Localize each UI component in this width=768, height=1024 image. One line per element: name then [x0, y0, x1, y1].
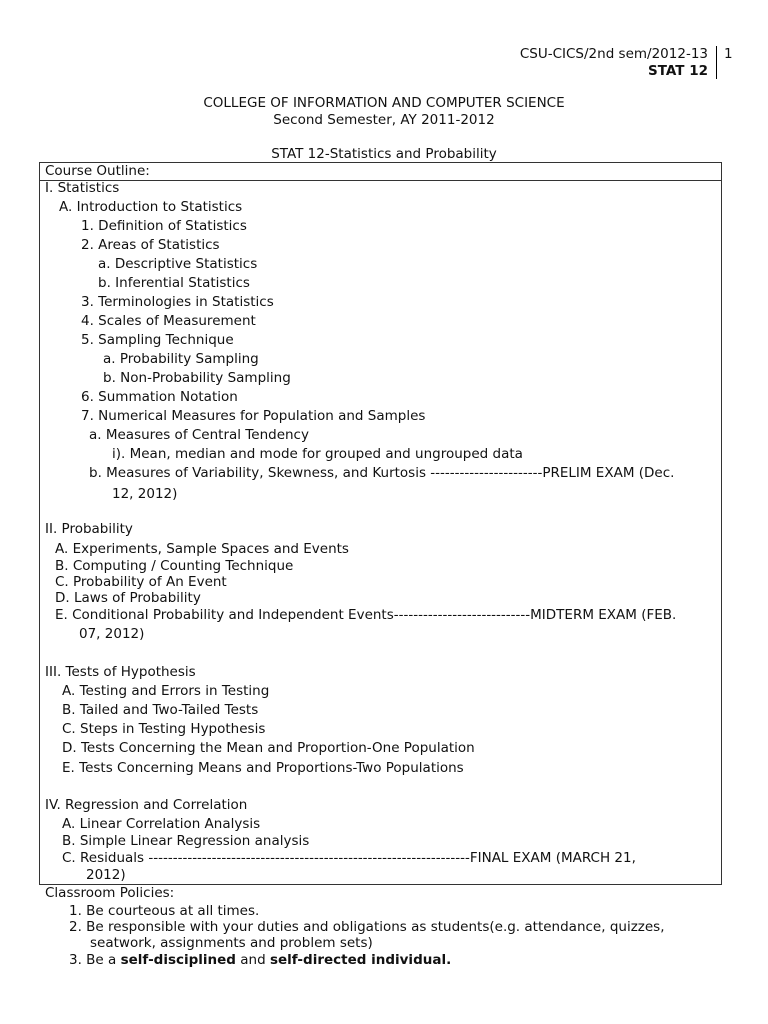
outline-item: 2. Areas of Statistics	[81, 237, 220, 253]
outline-item: 12, 2012)	[112, 486, 178, 502]
outline-item: D. Tests Concerning the Mean and Proportion-One Population	[62, 740, 475, 756]
policy-emphasis: self-disciplined	[120, 952, 236, 968]
box-divider	[40, 180, 721, 181]
outline-item: 5. Sampling Technique	[81, 332, 234, 348]
semester-title: Second Semester, AY 2011-2012	[273, 112, 495, 128]
outline-item: C. Probability of An Event	[55, 574, 227, 590]
outline-item: A. Testing and Errors in Testing	[62, 683, 270, 699]
course-outline-label: Course Outline:	[45, 163, 150, 179]
outline-item: E. Tests Concerning Means and Proportions-Two Populations	[62, 760, 464, 776]
outline-item: B. Simple Linear Regression analysis	[62, 833, 310, 849]
outline-item: A. Linear Correlation Analysis	[62, 816, 261, 832]
college-title: COLLEGE OF INFORMATION AND COMPUTER SCIENCE	[203, 95, 565, 111]
policy-emphasis: self-directed individual.	[269, 952, 452, 968]
outline-item: E. Conditional Probability and Independent Events----------------------------MIDTERM EXAM (FEB.	[55, 607, 677, 623]
outline-item: 3. Terminologies in Statistics	[81, 294, 274, 310]
outline-item: b. Inferential Statistics	[98, 275, 250, 291]
policy-item: seatwork, assignments and problem sets)	[90, 935, 373, 951]
section-probability: II. Probability	[45, 521, 133, 537]
outline-item: 2012)	[86, 867, 126, 883]
outline-item: 07, 2012)	[79, 626, 145, 642]
policy-item: 2. Be responsible with your duties and obligations as students(e.g. attendance, quizzes,	[69, 919, 665, 935]
outline-item: B. Computing / Counting Technique	[55, 558, 294, 574]
outline-item: C. Steps in Testing Hypothesis	[62, 721, 266, 737]
policy-item: 1. Be courteous at all times.	[69, 903, 260, 919]
outline-item: 7. Numerical Measures for Population and Samples	[81, 408, 426, 424]
outline-item: a. Measures of Central Tendency	[89, 427, 309, 443]
subject-code: STAT 12	[648, 63, 708, 79]
document-code: CSU-CICS/2nd sem/2012-13	[519, 46, 708, 62]
outline-item: 1. Definition of Statistics	[81, 218, 247, 234]
outline-item: a. Probability Sampling	[103, 351, 259, 367]
outline-item: b. Measures of Variability, Skewness, and Kurtosis -----------------------PRELIM EXAM (Dec.	[89, 465, 675, 481]
course-title: STAT 12-Statistics and Probability	[271, 146, 497, 162]
outline-item: D. Laws of Probability	[55, 590, 201, 606]
outline-item: A. Introduction to Statistics	[59, 199, 243, 215]
outline-item: A. Experiments, Sample Spaces and Events	[55, 541, 349, 557]
section-hypothesis: III. Tests of Hypothesis	[45, 664, 196, 680]
policy-text: and	[235, 952, 270, 968]
header-divider	[716, 46, 717, 79]
outline-item: a. Descriptive Statistics	[98, 256, 258, 272]
policies-label: Classroom Policies:	[45, 885, 175, 901]
outline-item: 6. Summation Notation	[81, 389, 238, 405]
policy-item	[69, 952, 451, 969]
section-statistics: I. Statistics	[45, 180, 120, 196]
outline-item: i). Mean, median and mode for grouped and ungrouped data	[112, 446, 523, 462]
outline-item: b. Non-Probability Sampling	[103, 370, 291, 386]
outline-item: C. Residuals ------------------------------------------------------------------FINAL EXAM (MARCH 21,	[62, 850, 636, 866]
policy-text: 3. Be a	[69, 952, 121, 968]
page-number: 1	[724, 46, 733, 62]
outline-item: B. Tailed and Two-Tailed Tests	[62, 702, 259, 718]
outline-item: 4. Scales of Measurement	[81, 313, 256, 329]
section-regression: IV. Regression and Correlation	[45, 797, 248, 813]
